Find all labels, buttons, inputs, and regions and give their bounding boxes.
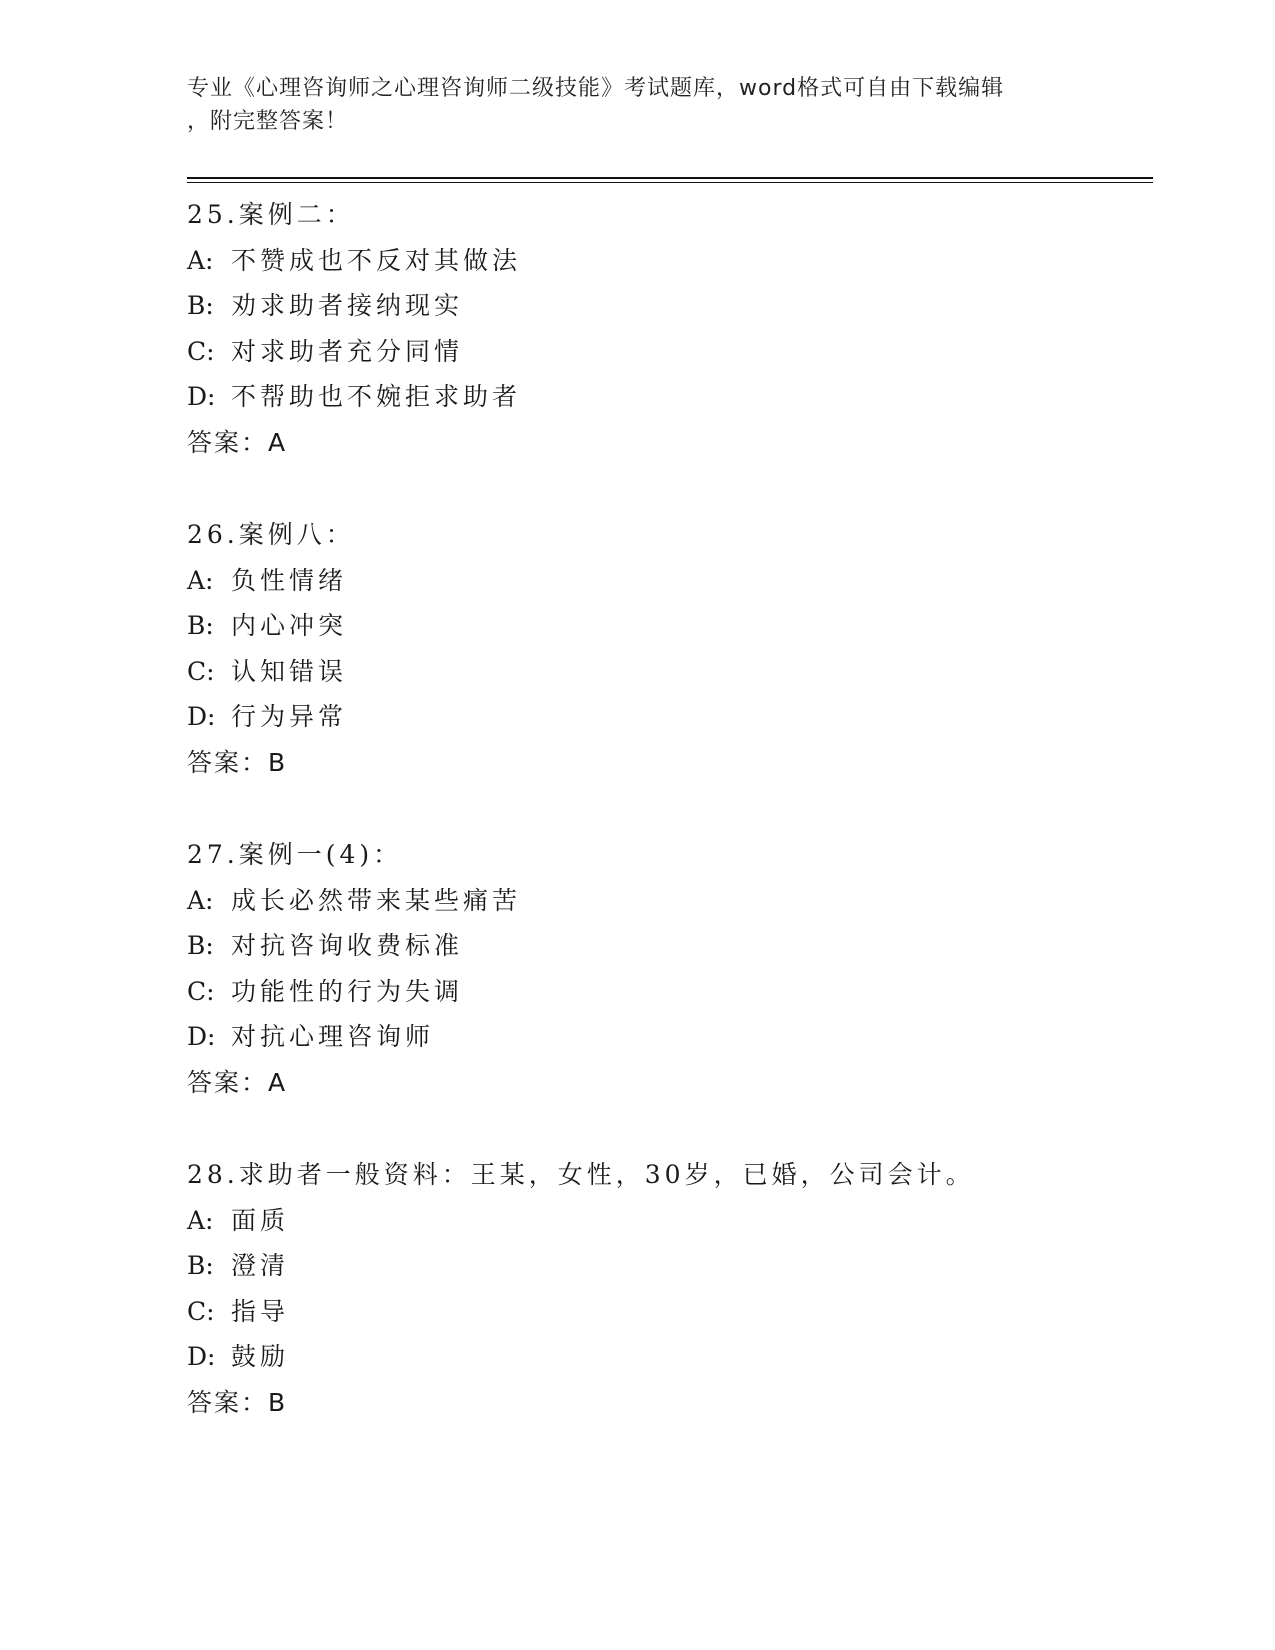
option-c	[187, 329, 1147, 375]
option-b	[187, 923, 1147, 969]
option-a	[187, 238, 1147, 284]
answer-line: 答案：B	[187, 747, 288, 777]
header-line-1: 专业《心理咨询师之心理咨询师二级技能》考试题库，word格式可自由下载编辑	[187, 76, 1005, 101]
option-c	[187, 969, 1147, 1015]
option-letter: C:	[187, 656, 215, 686]
header-divider	[187, 177, 1153, 183]
option-c	[187, 649, 1147, 695]
question-28	[187, 1152, 1147, 1472]
answer-line: 答案：A	[187, 1067, 288, 1097]
option-letter: B:	[187, 1251, 214, 1280]
question-stem: 25.案例二：	[187, 200, 355, 229]
option-a	[187, 1198, 1147, 1244]
option-text: 对抗心理咨询师	[231, 1022, 435, 1051]
option-text: 行为异常	[231, 702, 348, 731]
option-letter: B:	[187, 931, 214, 960]
option-text: 澄清	[231, 1251, 290, 1280]
option-b	[187, 603, 1147, 649]
document-header	[187, 72, 1087, 138]
option-letter: A:	[187, 885, 214, 915]
question-27	[187, 832, 1147, 1152]
option-d	[187, 1334, 1147, 1380]
option-text: 不帮助也不婉拒求助者	[231, 382, 522, 411]
option-letter: C:	[187, 336, 215, 366]
option-text: 内心冲突	[231, 611, 348, 640]
option-a	[187, 878, 1147, 924]
option-text: 负性情绪	[231, 565, 348, 595]
answer-line: 答案：A	[187, 427, 288, 457]
option-d	[187, 1014, 1147, 1060]
option-text: 面质	[231, 1205, 290, 1235]
option-letter: C:	[187, 976, 215, 1006]
question-list	[187, 192, 1147, 1472]
question-stem: 26.案例八：	[187, 520, 355, 549]
option-c	[187, 1289, 1147, 1335]
option-d	[187, 374, 1147, 420]
question-25	[187, 192, 1147, 512]
option-letter: D:	[187, 1022, 216, 1051]
option-a	[187, 558, 1147, 604]
option-text: 指导	[231, 1296, 290, 1326]
option-text: 对求助者充分同情	[231, 336, 464, 366]
option-letter: A:	[187, 245, 214, 275]
option-text: 功能性的行为失调	[231, 976, 464, 1006]
option-letter: D:	[187, 702, 216, 731]
option-text: 不赞成也不反对其做法	[231, 245, 522, 275]
question-stem: 28.求助者一般资料：王某，女性，30岁，已婚，公司会计。	[187, 1160, 975, 1189]
option-d	[187, 694, 1147, 740]
answer-line: 答案：B	[187, 1387, 288, 1417]
option-text: 鼓励	[231, 1342, 290, 1371]
header-line-2: ，附完整答案！	[187, 109, 349, 134]
option-letter: D:	[187, 1342, 216, 1371]
option-b	[187, 283, 1147, 329]
option-text: 对抗咨询收费标准	[231, 931, 464, 960]
option-b	[187, 1243, 1147, 1289]
option-letter: B:	[187, 611, 214, 640]
option-text: 成长必然带来某些痛苦	[231, 885, 522, 915]
option-text: 认知错误	[231, 656, 348, 686]
option-letter: A:	[187, 1205, 214, 1235]
option-letter: C:	[187, 1296, 215, 1326]
option-letter: D:	[187, 382, 216, 411]
option-text: 劝求助者接纳现实	[231, 291, 464, 320]
option-letter: A:	[187, 565, 214, 595]
question-26	[187, 512, 1147, 832]
option-letter: B:	[187, 291, 214, 320]
question-stem: 27.案例一(4)：	[187, 840, 403, 869]
